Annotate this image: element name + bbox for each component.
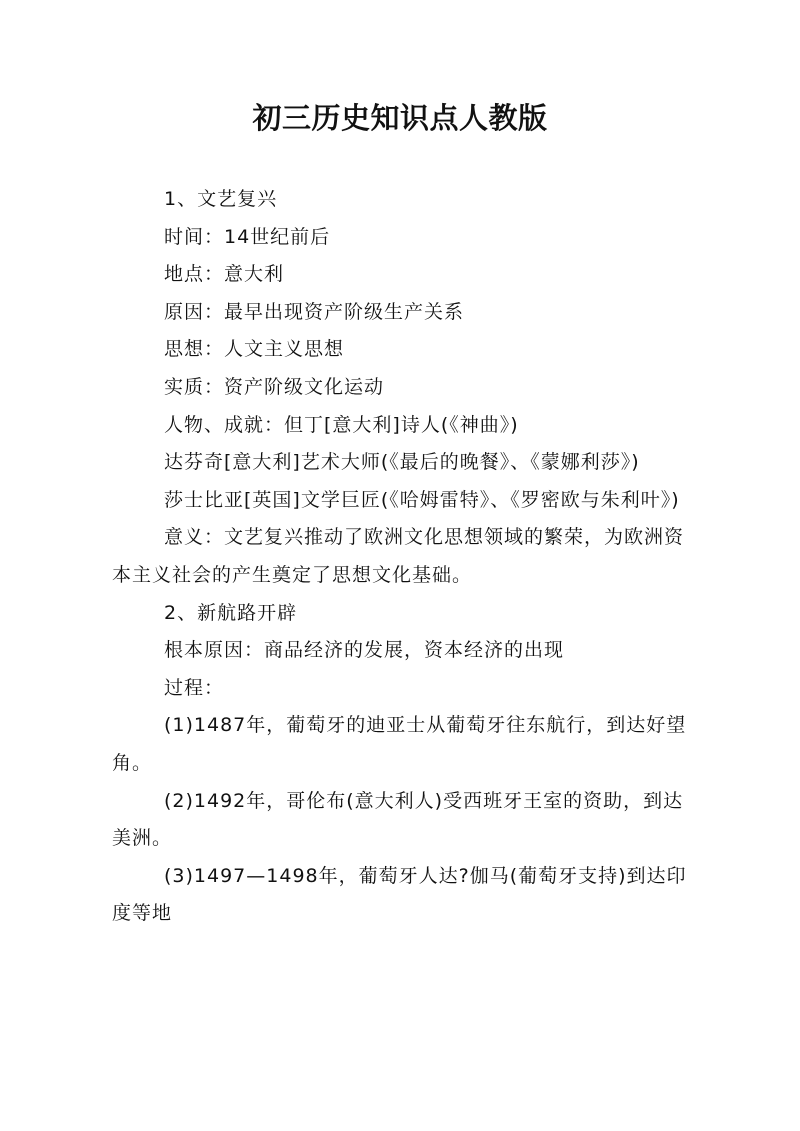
paragraph-figures-shakespeare: 莎士比亚[英国]文学巨匠(《哈姆雷特》、《罗密欧与朱利叶》)	[164, 488, 680, 511]
paragraph-process-2: (2)1492年，哥伦布(意大利人)受西班牙王室的资助，到达美洲。	[112, 789, 684, 850]
paragraph-time: 时间：14世纪前后	[164, 225, 331, 248]
paragraph-thought: 思想：人文主义思想	[164, 338, 345, 361]
paragraph-process-3: (3)1497—1498年，葡萄牙人达?伽马(葡萄牙支持)到达印度等地	[112, 864, 687, 925]
paragraph-cause: 原因：最早出现资产阶级生产关系	[164, 300, 465, 323]
section-heading-new-routes: 2、新航路开辟	[164, 601, 298, 624]
paragraph-root-cause: 根本原因：商品经济的发展，资本经济的出现	[164, 639, 565, 662]
section-heading-renaissance: 1、文艺复兴	[164, 188, 278, 210]
paragraph-significance: 意义：文艺复兴推动了欧洲文化思想领域的繁荣，为欧洲资本主义社会的产生奠定了思想文化基础。	[112, 526, 685, 586]
paragraph-essence: 实质：资产阶级文化运动	[164, 375, 385, 398]
paragraph-process-label: 过程：	[164, 676, 225, 699]
paragraph-figures-da-vinci: 达芬奇[意大利]艺术大师(《最后的晚餐》、《蒙娜利莎》)	[164, 451, 640, 474]
paragraph-process-1: (1)1487年，葡萄牙的迪亚士从葡萄牙往东航行，到达好望角。	[112, 714, 687, 774]
paragraph-figures-dante: 人物、成就：但丁[意大利]诗人(《神曲》)	[164, 413, 519, 436]
paragraph-location: 地点：意大利	[164, 263, 285, 286]
document-body	[112, 181, 692, 933]
document-title: 初三历史知识点人教版	[252, 101, 548, 135]
